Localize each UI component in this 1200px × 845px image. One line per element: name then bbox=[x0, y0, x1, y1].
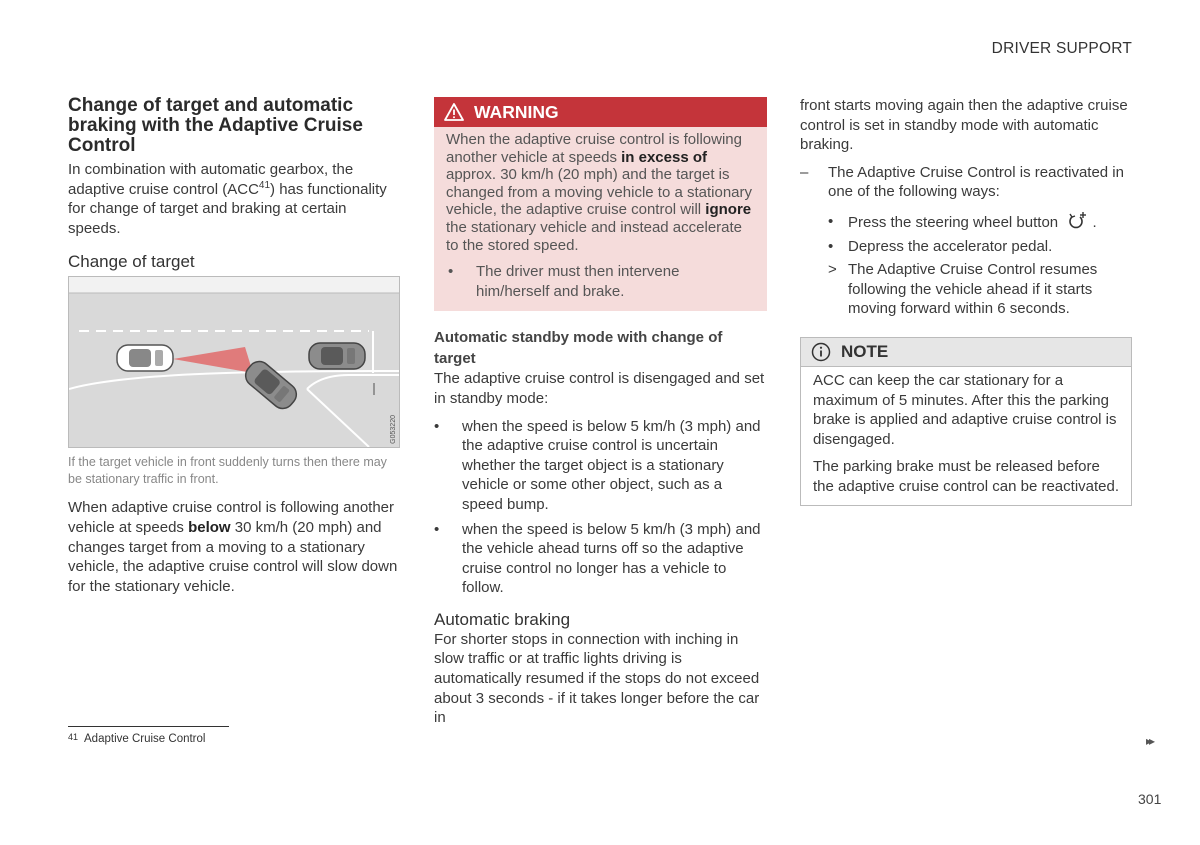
note-paragraph-1: ACC can keep the car stationary for a maximum of 5 minutes. After this the parking brake is applied and adaptive cruise control is disengaged. bbox=[813, 371, 1117, 448]
warning-title: WARNING bbox=[474, 101, 559, 122]
warning-bold-2: ignore bbox=[705, 201, 752, 219]
stationary-car-icon bbox=[309, 343, 365, 369]
standby-intro: The adaptive cruise control is disengaged and set in standby mode: bbox=[434, 370, 765, 407]
figure-code: G053220 bbox=[390, 415, 397, 445]
automatic-braking-text: For shorter stops in connection with inching in slow traffic or at traffic lights driving is automatically resumed if the stops do not exceed about 3 seconds - if it takes longer before the car in bbox=[434, 630, 760, 727]
change-of-target-heading: Change of target bbox=[68, 252, 195, 272]
standby-bullet-2 bbox=[434, 520, 767, 598]
sub-bullet-2 bbox=[828, 237, 1132, 257]
note-paragraph-2: The parking brake must be released before the adaptive cruise control can be reactivated. bbox=[813, 458, 1120, 495]
own-car-icon bbox=[117, 345, 173, 371]
result-arrow-icon: > bbox=[828, 261, 837, 279]
road-diagram bbox=[69, 277, 399, 447]
reactivation-sub-list bbox=[800, 212, 1132, 319]
result-item bbox=[828, 260, 1132, 319]
warning-text-c: the stationary vehicle and instead accelerate to the stored speed. bbox=[446, 218, 743, 254]
section-header: DRIVER SUPPORT bbox=[991, 40, 1132, 57]
body-text-a: When adaptive cruise control is following another vehicle at speeds bbox=[68, 499, 395, 536]
note-body bbox=[801, 367, 1131, 505]
warning-body bbox=[434, 127, 767, 311]
sub-bullet-1-end: . bbox=[1092, 213, 1097, 231]
sub-bullet-2-text: Depress the accelerator pedal. bbox=[848, 237, 1053, 255]
resume-button-icon bbox=[1066, 212, 1088, 230]
dash-marker: – bbox=[800, 163, 809, 181]
bullet-dot-icon: • bbox=[434, 520, 440, 538]
standby-bullet-2-text: when the speed is below 5 km/h (3 mph) and the vehicle ahead turns off so the adaptive cruise control no longer has a vehicle to follow. bbox=[462, 520, 761, 597]
footnote-number: 41 bbox=[68, 732, 79, 742]
body-bold: below bbox=[188, 518, 231, 536]
bullet-dot-icon: • bbox=[828, 212, 834, 230]
sub-bullet-1-line bbox=[848, 212, 1097, 233]
note-header bbox=[801, 338, 1131, 367]
target-change-illustration bbox=[68, 276, 400, 448]
bullet-dot-icon: • bbox=[828, 237, 834, 255]
reactivation-dash-item bbox=[800, 163, 1132, 202]
footnote bbox=[68, 732, 205, 745]
bullet-dot-icon: • bbox=[448, 263, 454, 281]
body-text-b: 30 km/h (20 mph) and changes target from a moving to a stationary vehicle, the adaptive cruise control will slow down for the stationary vehicle. bbox=[68, 518, 398, 595]
figure-caption: If the target vehicle in front suddenly turns then there may be stationary traffic in front. bbox=[68, 455, 387, 487]
footnote-ref[interactable]: 41 bbox=[258, 179, 271, 191]
warning-box bbox=[434, 97, 767, 311]
footnote-text: Adaptive Cruise Control bbox=[84, 733, 206, 745]
sub-bullet-1-text: Press the steering wheel button bbox=[848, 213, 1059, 231]
dash-item-text: The Adaptive Cruise Control is reactivated in one of the following ways: bbox=[828, 163, 1124, 201]
continue-arrows-icon: ▸▸ bbox=[1146, 734, 1153, 748]
intro-paragraph bbox=[68, 160, 400, 238]
warning-bold-1: in excess of bbox=[621, 148, 708, 166]
warning-text-b: approx. 30 km/h (20 mph) and the target is changed from a moving vehicle to a stationary vehicle, the adaptive cruise control will bbox=[446, 166, 752, 219]
note-box bbox=[800, 337, 1132, 506]
page-number: 301 bbox=[1138, 791, 1162, 807]
standby-bullet-1-text: when the speed is below 5 km/h (3 mph) and the adaptive cruise control is uncertain whether the target object is a stationary vehicle or some other object, such as a speed bump. bbox=[462, 417, 761, 513]
warning-header bbox=[434, 97, 767, 127]
standby-bullet-1 bbox=[434, 417, 767, 515]
warning-bullet-text: The driver must then intervene him/herself and brake. bbox=[476, 263, 680, 300]
warning-bullet bbox=[446, 262, 755, 301]
sub-bullet-1 bbox=[828, 212, 1132, 233]
warning-triangle-icon bbox=[444, 103, 464, 121]
warning-text bbox=[446, 131, 755, 254]
result-text: The Adaptive Cruise Control resumes following the vehicle ahead if it starts moving forward within 6 seconds. bbox=[848, 261, 1098, 318]
bullet-dot-icon: • bbox=[434, 417, 440, 435]
page-title: Change of target and automatic braking with the Adaptive Cruise Control bbox=[68, 95, 363, 156]
intro-text-a: In combination with automatic gearbox, the adaptive cruise control (ACC bbox=[68, 161, 354, 198]
footnote-divider bbox=[68, 726, 229, 727]
below-speed-paragraph bbox=[68, 498, 400, 596]
intro-text-b: ) has functionality for change of target and braking at certain speeds. bbox=[68, 180, 387, 237]
warning-text-a: When the adaptive cruise control is following another vehicle at speeds bbox=[446, 131, 742, 166]
column-3 bbox=[800, 96, 1132, 506]
note-title: NOTE bbox=[841, 341, 889, 361]
column-2 bbox=[434, 97, 767, 728]
info-icon bbox=[811, 342, 831, 362]
automatic-braking-heading: Automatic braking bbox=[434, 609, 571, 629]
continued-text: front starts moving again then the adaptive cruise control is set in standby mode with automatic braking. bbox=[800, 97, 1128, 154]
column-1 bbox=[68, 96, 400, 596]
standby-heading: Automatic standby mode with change of target bbox=[434, 329, 723, 368]
